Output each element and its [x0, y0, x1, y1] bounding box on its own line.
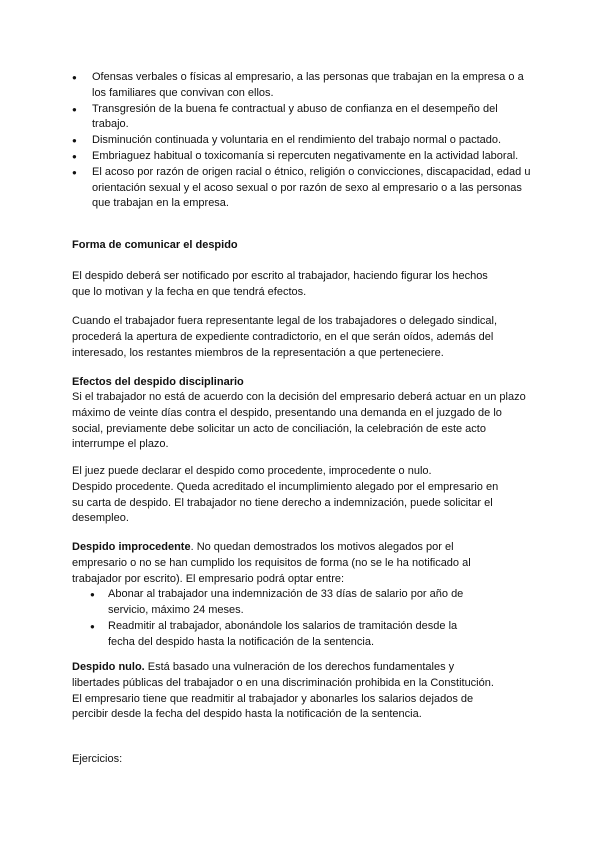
effects-paragraph-1: Si el trabajador no está de acuerdo con la decisión del empresario deberá actuar en un plazo máximo de veinte días contra el despido, presentando una demanda en el juzgado de lo social, previamente debe solicitar un acto de conciliación, la celebración de este acto interrumpe el plazo. [72, 391, 526, 451]
list-item: ● Embriaguez habitual o toxicomanía si repercuten negativamente en la actividad laboral. [72, 149, 532, 165]
communication-paragraph-1: El despido deberá ser notificado por escrito al trabajador, haciendo figurar los hechos que lo motivan y la fecha en que tendrá efectos. [72, 270, 488, 298]
nulo-paragraph [72, 660, 497, 723]
improcedente-options [90, 587, 480, 650]
communication-paragraph-2: Cuando el trabajador fuera representante legal de los trabajadores o delegado sindical, procederá la apertura de expediente contradictorio, en el que serán oídos, además del interesado, los restantes miembros de la representación a que perteneciere. [72, 315, 498, 359]
improcedente-paragraph [72, 540, 472, 587]
list-item: ● Abonar al trabajador una indemnización de 33 días de salario por año de servicio, máximo 24 meses. [90, 587, 480, 619]
procedente-description: Despido procedente. Queda acreditado el incumplimiento alegado por el empresario en su carta de despido. El trabajador no tiene derecho a indemnización, puede solicitar el desempleo. [72, 480, 499, 525]
effects-heading: Efectos del despido disciplinario [72, 376, 244, 388]
nulo-section [72, 660, 497, 723]
nulo-text: Está basado una vulneración de los derechos fundamentales y libertades públicas del trabajador o en una discriminación prohibida en la Constitución. El empresario tiene que readmitir al trabajador y abonarles los salarios dejados de percibir desde la fecha del despido hasta la notificación de la sentencia. [72, 661, 494, 721]
list-item: ● Transgresión de la buena fe contractual y abuso de confianza en el desempeño del trabajo. [72, 102, 532, 134]
list-item: ● Readmitir al trabajador, abonándole los salarios de tramitación desde la fecha del despido hasta la notificación de la sentencia. [90, 619, 480, 651]
communication-heading: Forma de comunicar el despido [72, 239, 238, 251]
effects-paragraph-2 [72, 464, 512, 527]
list-item: ● Ofensas verbales o físicas al empresario, a las personas que trabajan en la empresa o a los familiares que convivan con ellos. [72, 70, 532, 102]
verdict-types-line: El juez puede declarar el despido como procedente, improcedente o nulo. [72, 465, 432, 477]
list-item: ● Disminución continuada y voluntaria en el rendimiento del trabajo normal o pactado. [72, 133, 532, 149]
improcedente-section [72, 540, 472, 651]
nulo-label: Despido nulo. [72, 661, 145, 673]
improcedente-label: Despido improcedente [72, 541, 191, 553]
improcedente-text: . No quedan demostrados los motivos alegados por el empresario o no se han cumplido los requisitos de forma (no se le ha notificado al trabajador por escrito). El empresario podrá optar entre: [72, 541, 471, 585]
faults-list [72, 70, 532, 212]
faults-list-block [72, 70, 532, 212]
exercises-label: Ejercicios: [72, 753, 123, 765]
list-item: ● El acoso por razón de origen racial o étnico, religión o convicciones, discapacidad, edad u orientación sexual y el acoso sexual o por razón de sexo al empresario o a las personas que trabajan en la empresa. [72, 165, 532, 212]
